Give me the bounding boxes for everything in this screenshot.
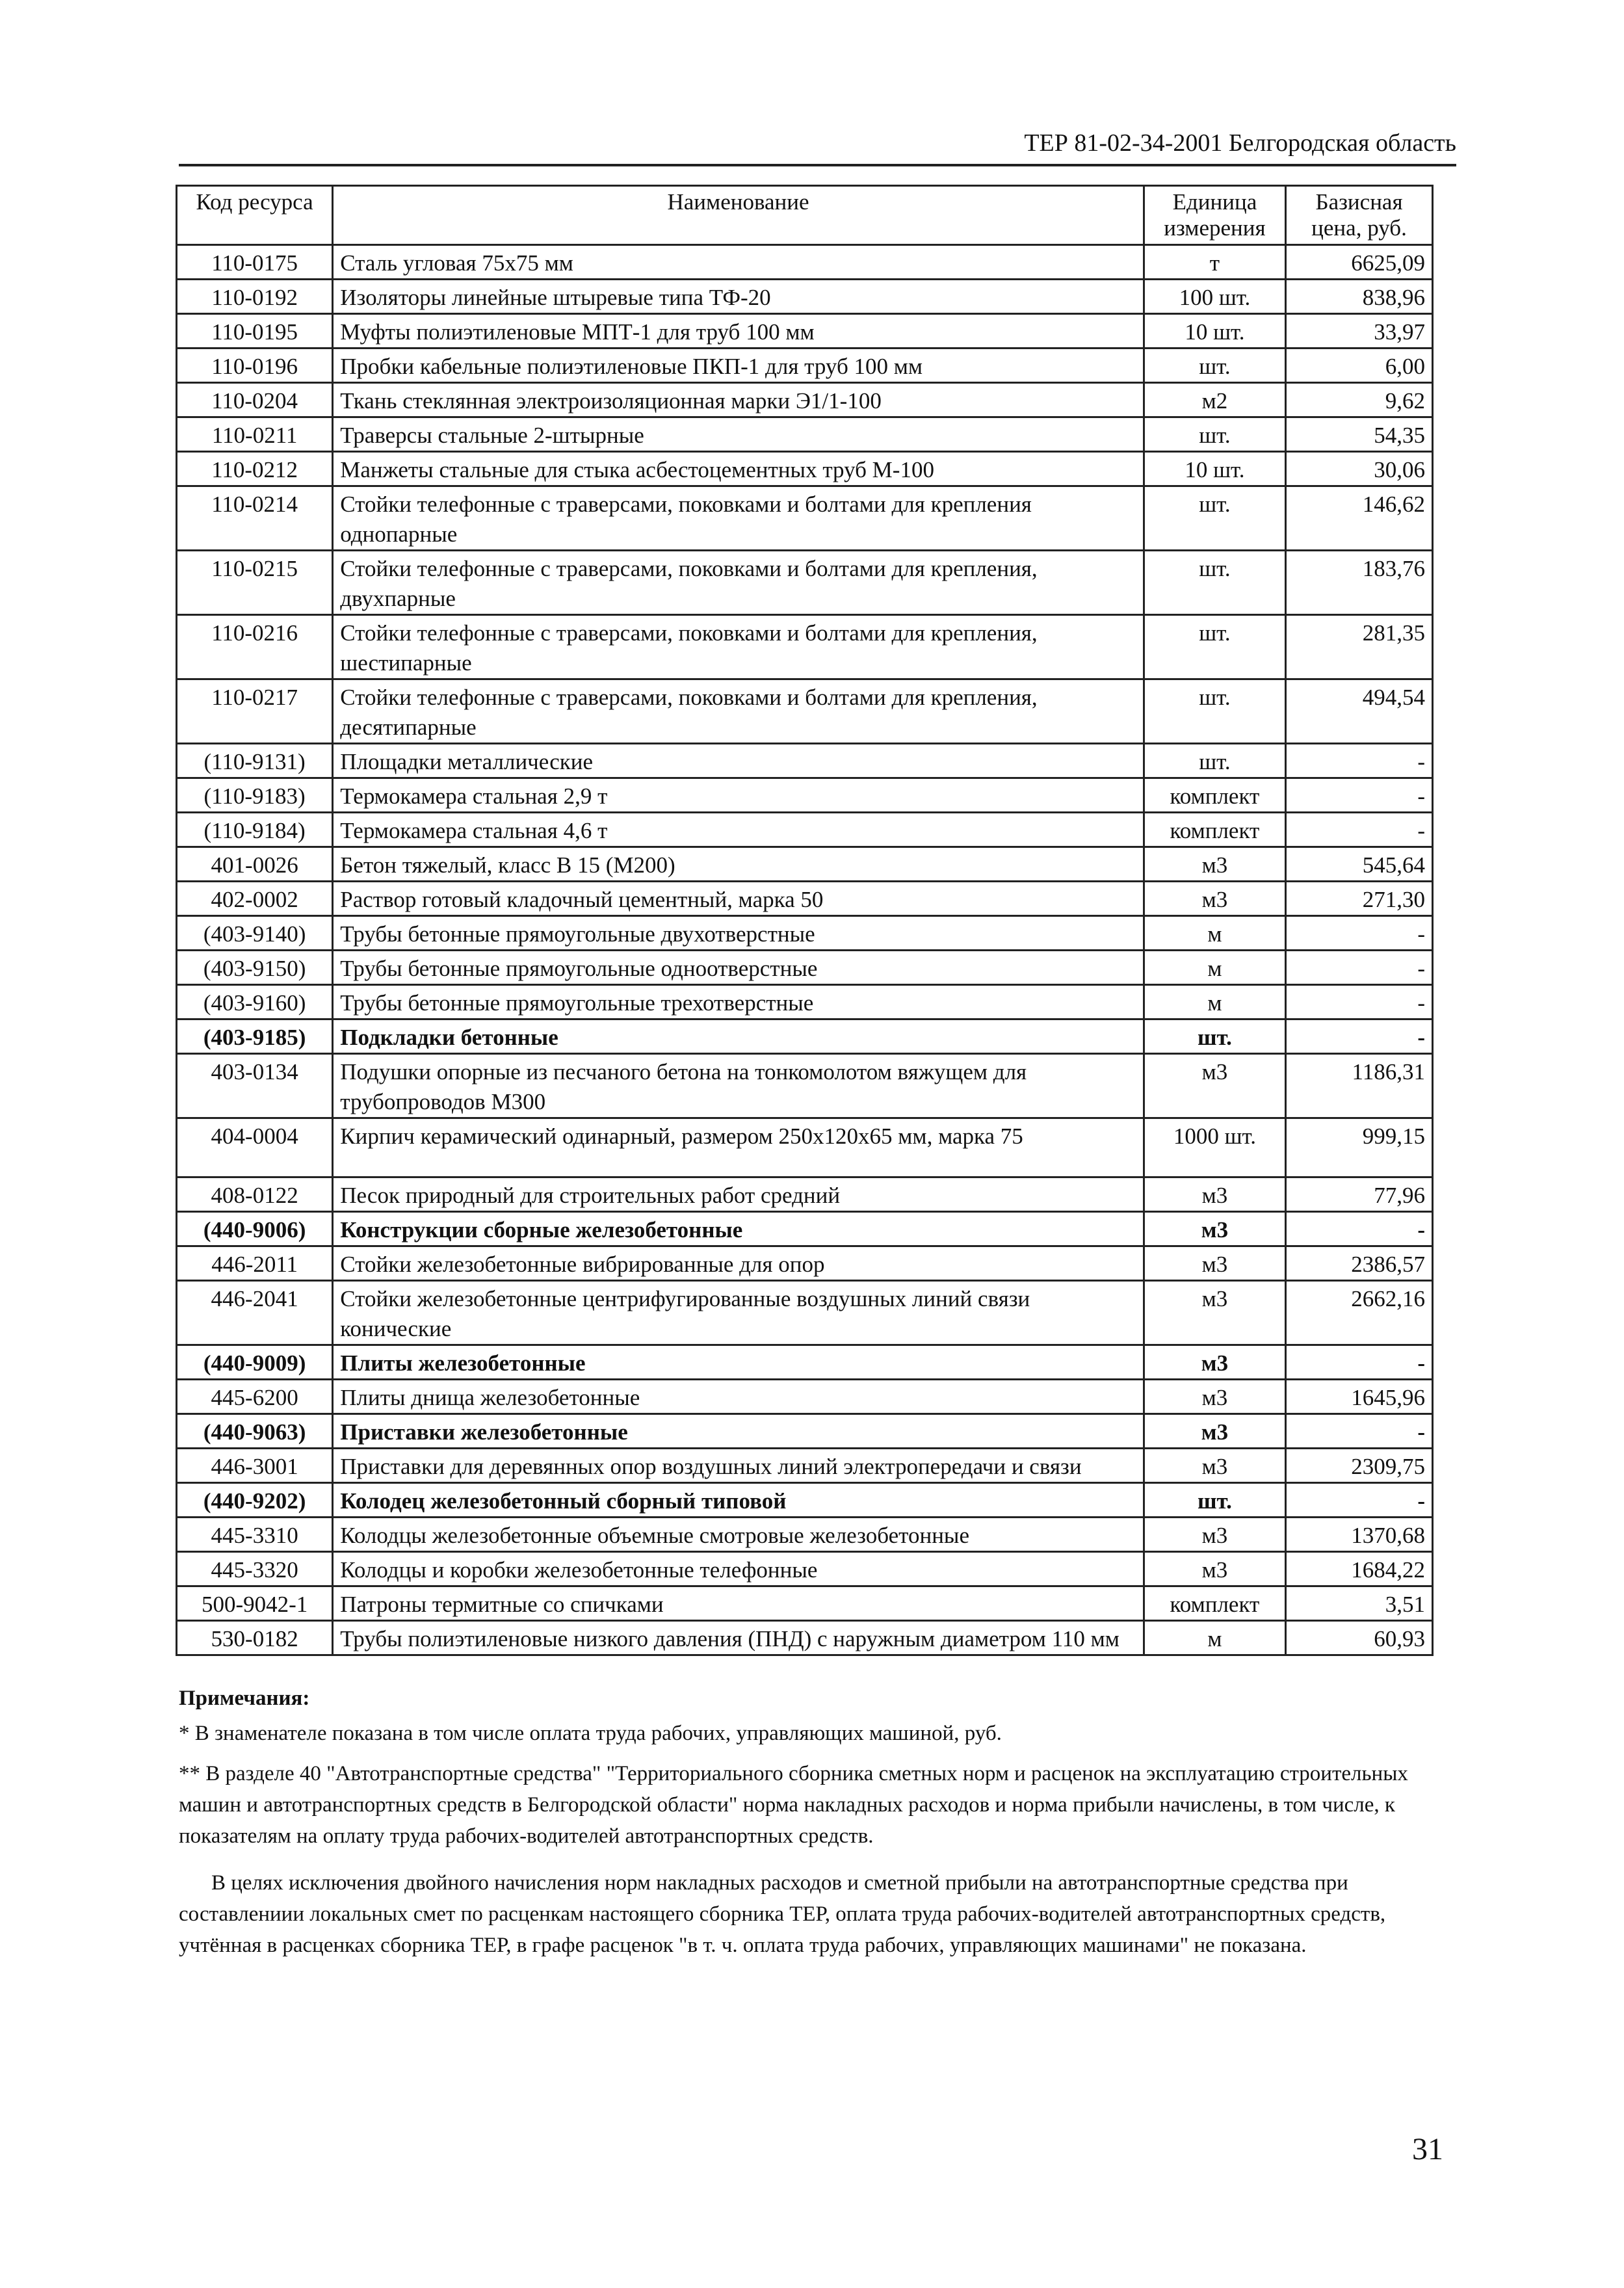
table-row	[177, 1246, 1433, 1281]
column-header-name: Наименование	[333, 186, 1144, 245]
cell-name: Раствор готовый кладочный цементный, марка 50	[333, 882, 1144, 916]
cell-name: Пробки кабельные полиэтиленовые ПКП-1 для труб 100 мм	[333, 348, 1144, 383]
cell-price: 146,62	[1286, 486, 1433, 551]
cell-code: (403-9150)	[177, 951, 333, 985]
cell-name: Траверсы стальные 2-штырные	[333, 417, 1144, 452]
cell-name: Песок природный для строительных работ средний	[333, 1177, 1144, 1212]
page-number: 31	[1412, 2132, 1443, 2166]
table-row	[177, 1177, 1433, 1212]
cell-name: Конструкции сборные железобетонные	[333, 1212, 1144, 1246]
cell-price: -	[1286, 1212, 1433, 1246]
cell-unit: м3	[1144, 1552, 1285, 1586]
column-header-price: Базисная цена, руб.	[1286, 186, 1433, 245]
cell-name: Патроны термитные со спичками	[333, 1586, 1144, 1621]
cell-unit: 10 шт.	[1144, 452, 1285, 486]
cell-unit: м	[1144, 951, 1285, 985]
table-row	[177, 1552, 1433, 1586]
table-row	[177, 1483, 1433, 1518]
table-row	[177, 1621, 1433, 1655]
cell-unit: шт.	[1144, 615, 1285, 679]
table-row	[177, 314, 1433, 348]
cell-price: -	[1286, 951, 1433, 985]
cell-code: (403-9140)	[177, 916, 333, 951]
table-row	[177, 1414, 1433, 1449]
cell-code: 530-0182	[177, 1621, 333, 1655]
cell-price: 9,62	[1286, 383, 1433, 417]
table-row	[177, 1281, 1433, 1345]
cell-name: Стойки телефонные с траверсами, поковками и болтами для крепления, двухпарные	[333, 551, 1144, 615]
cell-unit: м3	[1144, 847, 1285, 882]
resources-table	[176, 185, 1434, 1656]
cell-code: 110-0215	[177, 551, 333, 615]
cell-unit: м3	[1144, 1449, 1285, 1483]
table-row	[177, 1586, 1433, 1621]
cell-code: 446-2041	[177, 1281, 333, 1345]
cell-price: -	[1286, 985, 1433, 1019]
cell-unit: м	[1144, 916, 1285, 951]
cell-unit: м3	[1144, 1345, 1285, 1380]
table-row	[177, 813, 1433, 847]
cell-code: 446-3001	[177, 1449, 333, 1483]
table-row	[177, 1212, 1433, 1246]
cell-price: 838,96	[1286, 280, 1433, 314]
table-row	[177, 615, 1433, 679]
cell-name: Подкладки бетонные	[333, 1019, 1144, 1054]
cell-unit: м2	[1144, 383, 1285, 417]
cell-unit: шт.	[1144, 744, 1285, 778]
cell-unit: м3	[1144, 1212, 1285, 1246]
table-row	[177, 1054, 1433, 1118]
cell-name: Муфты полиэтиленовые МПТ-1 для труб 100 мм	[333, 314, 1144, 348]
cell-code: 500-9042-1	[177, 1586, 333, 1621]
cell-name: Бетон тяжелый, класс В 15 (М200)	[333, 847, 1144, 882]
table-row	[177, 1449, 1433, 1483]
cell-unit: шт.	[1144, 551, 1285, 615]
cell-name: Термокамера стальная 4,6 т	[333, 813, 1144, 847]
cell-unit: комплект	[1144, 813, 1285, 847]
table-row	[177, 245, 1433, 280]
column-header-unit: Единица измерения	[1144, 186, 1285, 245]
cell-price: 3,51	[1286, 1586, 1433, 1621]
cell-unit: м3	[1144, 1246, 1285, 1281]
cell-price: -	[1286, 916, 1433, 951]
cell-code: 401-0026	[177, 847, 333, 882]
cell-name: Изоляторы линейные штыревые типа ТФ-20	[333, 280, 1144, 314]
cell-price: 6625,09	[1286, 245, 1433, 280]
cell-code: (440-9063)	[177, 1414, 333, 1449]
cell-code: 110-0216	[177, 615, 333, 679]
cell-name: Плиты железобетонные	[333, 1345, 1144, 1380]
cell-price: -	[1286, 778, 1433, 813]
cell-price: -	[1286, 1019, 1433, 1054]
document-header: ТЕР 81-02-34-2001 Белгородская область	[1024, 129, 1456, 157]
cell-price: -	[1286, 1414, 1433, 1449]
cell-unit: шт.	[1144, 679, 1285, 744]
cell-price: 77,96	[1286, 1177, 1433, 1212]
table-row	[177, 348, 1433, 383]
cell-name: Площадки металлические	[333, 744, 1144, 778]
cell-price: 999,15	[1286, 1118, 1433, 1177]
cell-unit: комплект	[1144, 1586, 1285, 1621]
cell-price: 1370,68	[1286, 1518, 1433, 1552]
cell-unit: м3	[1144, 1177, 1285, 1212]
cell-price: 1645,96	[1286, 1380, 1433, 1414]
header-rule	[179, 164, 1456, 166]
cell-price: 33,97	[1286, 314, 1433, 348]
cell-code: (110-9183)	[177, 778, 333, 813]
cell-name: Трубы бетонные прямоугольные трехотверстные	[333, 985, 1144, 1019]
cell-price: 183,76	[1286, 551, 1433, 615]
cell-price: 1684,22	[1286, 1552, 1433, 1586]
cell-code: 110-0195	[177, 314, 333, 348]
cell-name: Трубы бетонные прямоугольные одноотверстные	[333, 951, 1144, 985]
cell-name: Манжеты стальные для стыка асбестоцементных труб М-100	[333, 452, 1144, 486]
cell-name: Плиты днища железобетонные	[333, 1380, 1144, 1414]
table-row	[177, 882, 1433, 916]
table-row	[177, 383, 1433, 417]
cell-price: 545,64	[1286, 847, 1433, 882]
cell-unit: м	[1144, 1621, 1285, 1655]
cell-unit: 100 шт.	[1144, 280, 1285, 314]
cell-code: 403-0134	[177, 1054, 333, 1118]
cell-unit: шт.	[1144, 486, 1285, 551]
cell-code: 110-0204	[177, 383, 333, 417]
cell-code: 110-0217	[177, 679, 333, 744]
cell-unit: м3	[1144, 1054, 1285, 1118]
cell-name: Колодцы и коробки железобетонные телефонные	[333, 1552, 1144, 1586]
cell-unit: 1000 шт.	[1144, 1118, 1285, 1177]
cell-code: 110-0175	[177, 245, 333, 280]
table-row	[177, 551, 1433, 615]
cell-code: 445-3310	[177, 1518, 333, 1552]
cell-code: 110-0214	[177, 486, 333, 551]
cell-code: 445-3320	[177, 1552, 333, 1586]
table-row	[177, 985, 1433, 1019]
table-row	[177, 1518, 1433, 1552]
cell-unit: м3	[1144, 882, 1285, 916]
table-row	[177, 417, 1433, 452]
cell-name: Сталь угловая 75х75 мм	[333, 245, 1144, 280]
cell-name: Трубы бетонные прямоугольные двухотверстные	[333, 916, 1144, 951]
cell-code: 408-0122	[177, 1177, 333, 1212]
cell-unit: м3	[1144, 1518, 1285, 1552]
cell-unit: м3	[1144, 1380, 1285, 1414]
cell-price: 60,93	[1286, 1621, 1433, 1655]
cell-price: -	[1286, 1345, 1433, 1380]
table-body	[177, 245, 1433, 1655]
cell-name: Стойки железобетонные центрифугированные воздушных линий связи конические	[333, 1281, 1144, 1345]
cell-code: 445-6200	[177, 1380, 333, 1414]
note-3: В целях исключения двойного начисления норм накладных расходов и сметной прибыли на автотранспортные средства при составлениии локальных смет по расценкам настоящего сборника ТЕР, оплата труда рабочих-водителей автотранспортных средств, учтённая в расценках сборника ТЕР, в графе расценок "в т. ч. оплата труда рабочих, управляющих машинами" не показана.	[179, 1871, 1386, 1957]
table-row	[177, 847, 1433, 882]
cell-price: -	[1286, 1483, 1433, 1518]
cell-code: (110-9184)	[177, 813, 333, 847]
cell-name: Трубы полиэтиленовые низкого давления (ПНД) с наружным диаметром 110 мм	[333, 1621, 1144, 1655]
cell-price: 1186,31	[1286, 1054, 1433, 1118]
notes-section	[179, 1683, 1453, 1961]
cell-code: (403-9185)	[177, 1019, 333, 1054]
cell-code: (440-9009)	[177, 1345, 333, 1380]
cell-price: 2309,75	[1286, 1449, 1433, 1483]
cell-code: 110-0212	[177, 452, 333, 486]
cell-price: 6,00	[1286, 348, 1433, 383]
table-row	[177, 778, 1433, 813]
cell-name: Приставки железобетонные	[333, 1414, 1144, 1449]
cell-price: 494,54	[1286, 679, 1433, 744]
cell-code: 404-0004	[177, 1118, 333, 1177]
cell-name: Приставки для деревянных опор воздушных линий электропередачи и связи	[333, 1449, 1144, 1483]
cell-price: -	[1286, 813, 1433, 847]
cell-unit: шт.	[1144, 417, 1285, 452]
cell-price: 2662,16	[1286, 1281, 1433, 1345]
cell-name: Стойки телефонные с траверсами, поковками и болтами для крепления однопарные	[333, 486, 1144, 551]
cell-code: (403-9160)	[177, 985, 333, 1019]
cell-unit: шт.	[1144, 1019, 1285, 1054]
table-row	[177, 486, 1433, 551]
table-header-row	[177, 186, 1433, 245]
cell-unit: м	[1144, 985, 1285, 1019]
table-row	[177, 452, 1433, 486]
cell-unit: 10 шт.	[1144, 314, 1285, 348]
cell-unit: шт.	[1144, 1483, 1285, 1518]
cell-unit: т	[1144, 245, 1285, 280]
note-1: * В знаменателе показана в том числе оплата труда рабочих, управляющих машиной, руб.	[179, 1722, 1002, 1745]
notes-title: Примечания:	[179, 1687, 310, 1710]
cell-price: 2386,57	[1286, 1246, 1433, 1281]
cell-name: Ткань стеклянная электроизоляционная марки Э1/1-100	[333, 383, 1144, 417]
cell-price: 281,35	[1286, 615, 1433, 679]
cell-code: 446-2011	[177, 1246, 333, 1281]
cell-unit: м3	[1144, 1281, 1285, 1345]
table-row	[177, 1019, 1433, 1054]
column-header-code: Код ресурса	[177, 186, 333, 245]
table-row	[177, 280, 1433, 314]
table-row	[177, 916, 1433, 951]
cell-unit: шт.	[1144, 348, 1285, 383]
cell-code: (440-9202)	[177, 1483, 333, 1518]
table-row	[177, 951, 1433, 985]
cell-name: Подушки опорные из песчаного бетона на тонкомолотом вяжущем для трубопроводов М300	[333, 1054, 1144, 1118]
cell-code: (440-9006)	[177, 1212, 333, 1246]
cell-code: 110-0192	[177, 280, 333, 314]
cell-name: Стойки телефонные с траверсами, поковками и болтами для крепления, шестипарные	[333, 615, 1144, 679]
cell-unit: комплект	[1144, 778, 1285, 813]
cell-price: 271,30	[1286, 882, 1433, 916]
cell-code: 402-0002	[177, 882, 333, 916]
cell-name: Кирпич керамический одинарный, размером 250х120х65 мм, марка 75	[333, 1118, 1144, 1177]
cell-code: (110-9131)	[177, 744, 333, 778]
table-row	[177, 1118, 1433, 1177]
cell-code: 110-0211	[177, 417, 333, 452]
cell-name: Термокамера стальная 2,9 т	[333, 778, 1144, 813]
cell-code: 110-0196	[177, 348, 333, 383]
cell-name: Стойки железобетонные вибрированные для опор	[333, 1246, 1144, 1281]
table-row	[177, 1345, 1433, 1380]
cell-name: Колодец железобетонный сборный типовой	[333, 1483, 1144, 1518]
cell-name: Стойки телефонные с траверсами, поковками и болтами для крепления, десятипарные	[333, 679, 1144, 744]
cell-price: -	[1286, 744, 1433, 778]
table-row	[177, 1380, 1433, 1414]
note-2: ** В разделе 40 "Автотранспортные средства" "Территориального сборника сметных норм и расценок на эксплуатацию строительных машин и автотранспортных средств в Белгородской области" норма накладных расходов и норма прибыли начислены, в том числе, к показателям на оплату труда рабочих-водителей автотранспортных средств.	[179, 1762, 1408, 1848]
table-row	[177, 679, 1433, 744]
cell-price: 54,35	[1286, 417, 1433, 452]
table-row	[177, 744, 1433, 778]
cell-name: Колодцы железобетонные объемные смотровые железобетонные	[333, 1518, 1144, 1552]
cell-unit: м3	[1144, 1414, 1285, 1449]
cell-price: 30,06	[1286, 452, 1433, 486]
